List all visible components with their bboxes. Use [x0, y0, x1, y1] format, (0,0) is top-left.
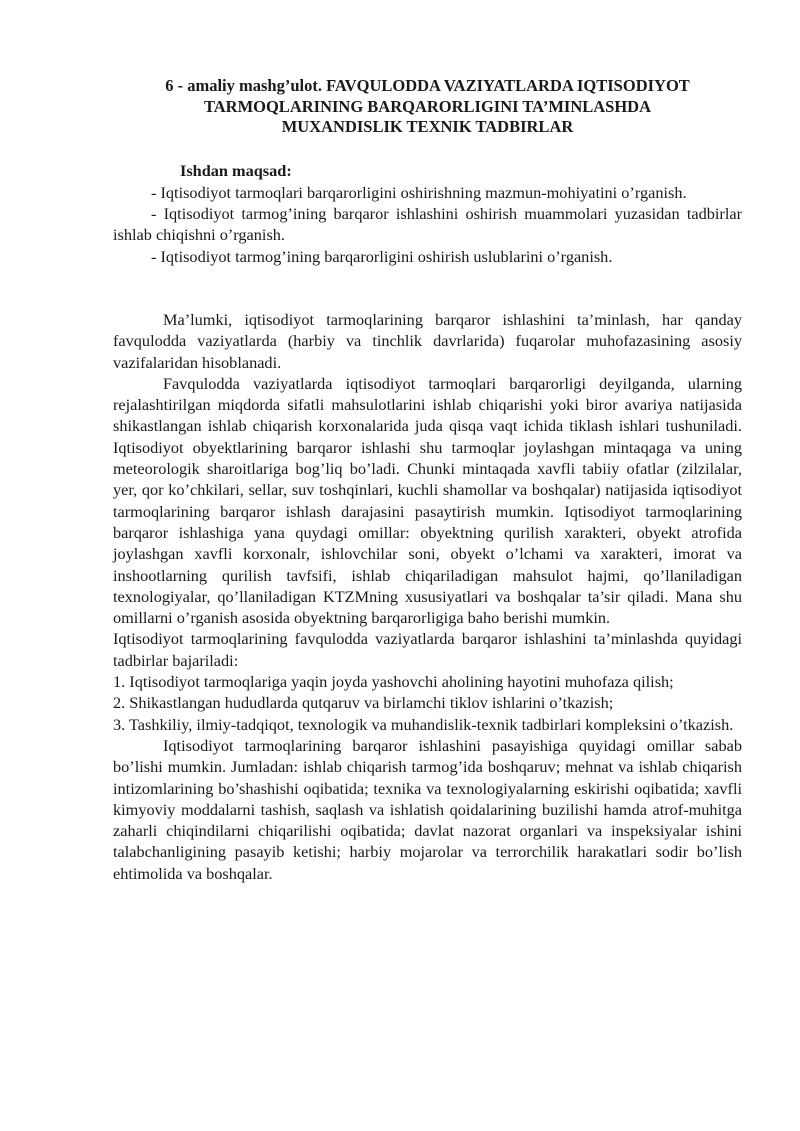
aim-item: - Iqtisodiyot tarmog’ining barqarorligini oshirish uslublarini o’rganish.	[151, 246, 613, 266]
title-line: TARMOQLARINING BARQARORLIGINI TA’MINLASHDA	[203, 96, 652, 116]
body-paragraph: Ma’lumki, iqtisodiyot tarmoqlarining barqaror ishlashini ta’minlash, har qanday favqulodda vaziyatlarda (harbiy va tinchlik davrlarida) fuqarolar muhofazasining asosiy vazifalaridan hisoblanadi.	[113, 309, 742, 372]
list-item: 3. Tashkiliy, ilmiy-tadqiqot, texnologik va muhandislik-texnik tadbirlari kompleksini o’tkazish.	[113, 714, 734, 734]
section-spacer	[113, 267, 742, 309]
title-line: 6 - amaliy mashg’ulot. FAVQULODDA VAZIYATLARDA IQTISODIYOT	[165, 76, 690, 95]
list-item: 1. Iqtisodiyot tarmoqlariga yaqin joyda yashovchi aholining hayotini muhofaza qilish;	[113, 672, 674, 692]
aim-item: - Iqtisodiyot tarmoqlari barqarorligini oshirishning mazmun-mohiyatini o’rganish.	[151, 182, 687, 202]
list-item: 2. Shikastlangan hududlarda qutqaruv va birlamchi tiklov ishlarini o’tkazish;	[113, 693, 614, 713]
body-paragraph: Iqtisodiyot tarmoqlarining barqaror ishlashini pasayishiga quyidagi omillar sabab bo’lishi mumkin. Jumladan: ishlab chiqarish tarmog’ida boshqaruv; mehnat va ishlab chiqarish intizomlarining bo’shashishi oqibatida; texnika va texnologiyalarning eskirishi oqibatida; xavfli kimyoviy moddalarni tashish, saqlash va ishlatish qoidalarining buzilishi hamda atrof-muhitga zaharli chiqindilarni chiqarilishi oqibatida; davlat nazorat organlari va inspeksiyalar ishini talabchanligining pasayib ketishi; harbiy mojarolar va terrorchilik harakatlari sodir bo’lish ehtimolida va boshqalar.	[113, 735, 742, 883]
aim-heading: Ishdan maqsad:	[180, 160, 292, 180]
document-title	[113, 76, 742, 138]
body-paragraph: Favqulodda vaziyatlarda iqtisodiyot tarmoqlari barqarorligi deyilganda, ularning rejalashtirilgan miqdorda sifatli mahsulotlarini ishlab chiqarishi yoki biror avariya natijasida shikastlangan ishlab chiqarish korxonalarida juda qisqa vaqt ichida tiklash ishlari tushuniladi. Iqtisodiyot obyektlarining barqaror ishlashi shu tarmoqlar joylashgan mintaqaga va uning meteorologik sharoitlariga bog’liq bo’ladi. Chunki mintaqada xavfli tabiiy ofatlar (zilzilalar, yer, qor ko’chkilari, sellar, suv toshqinlari, kuchli shamollar va boshqalar) natijasida iqtisodiyot tarmoqlarining barqaror ishlash darajasini pasaytirish mumkin. Iqtisodiyot tarmoqlarining barqaror ishlashiga yana quydagi omillar: obyektning qurilish xarakteri, obyekt atrofida joylashgan xavfli korxonalr, ishlovchilar soni, obyekt o’lchami va xarakteri, imorat va inshootlarning qurilish tavfsifi, ishlab chiqariladigan mahsulot hajmi, qo’llaniladigan texnologiyalar, qo’llaniladigan KTZMning xususiyatlari va boshqalar ta’sir qiladi. Mana shu omillarni o’rganish asosida obyektning barqarorligiga baho berishi mumkin.	[113, 373, 742, 628]
aim-item: - Iqtisodiyot tarmog’ining barqaror ishlashini oshirish muammolari yuzasidan tadbirlar ishlab chiqishni o’rganish.	[113, 204, 742, 245]
document-page	[113, 76, 742, 884]
body-paragraph: Iqtisodiyot tarmoqlarining favqulodda vaziyatlarda barqaror ishlashini ta’minlashda quyidagi tadbirlar bajariladi:	[113, 629, 742, 670]
title-line: MUXANDISLIK TEXNIK TADBIRLAR	[281, 117, 574, 136]
